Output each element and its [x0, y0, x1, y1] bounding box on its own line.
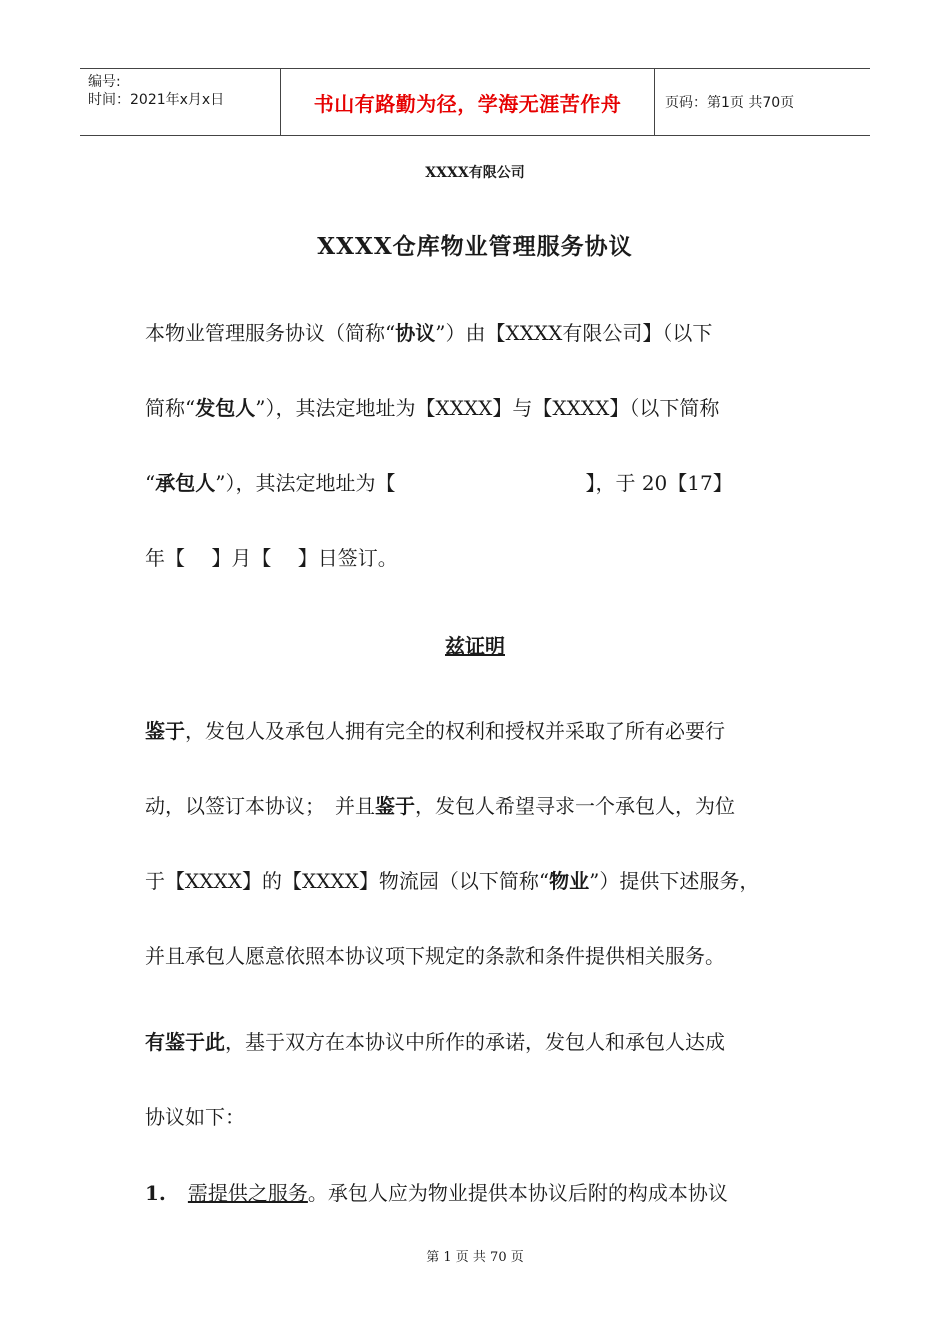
header-table [80, 68, 870, 136]
header-slogan: 书山有路勤为径，学海无涯苦作舟 [281, 69, 655, 135]
header-page-code: 页码：第1页 共70页 [665, 95, 795, 111]
intro-line-4: 年【 】月【 】日签订。 [145, 546, 398, 570]
header-meta-cell [80, 69, 281, 135]
clause-1-number: 1. [145, 1181, 166, 1205]
document-title: XXXX仓库物业管理服务协议 [317, 233, 633, 260]
clause-1-line: 1. 需提供之服务。承包人应为物业提供本协议后附的构成本协议 [145, 1181, 728, 1205]
intro-line-1: 本物业管理服务协议（简称“协议”）由【XXXX有限公司】（以下 [145, 321, 713, 345]
recital-line-4: 并且承包人愿意依照本协议项下规定的条款和条件提供相关服务。 [145, 944, 725, 968]
document-time-label: 时间：2021年x月x日 [88, 92, 225, 108]
recital-line-1: 鉴于，发包人及承包人拥有完全的权利和授权并采取了所有必要行 [145, 719, 725, 743]
agreement-line-1: 有鉴于此，基于双方在本协议中所作的承诺，发包人和承包人达成 [145, 1030, 725, 1054]
clause-1 [145, 1156, 825, 1231]
witness-heading: 兹证明 [445, 634, 505, 658]
agreement-line-2: 协议如下： [145, 1105, 245, 1129]
recital-line-3: 于【XXXX】的【XXXX】物流园（以下简称“物业”）提供下述服务， [145, 869, 760, 893]
company-name: XXXX有限公司 [425, 165, 525, 181]
page-footer: 第 1 页 共 70 页 [426, 1250, 524, 1265]
intro-line-3: “承包人”），其法定地址为【 】，于 20【17】 [145, 471, 733, 495]
recital-line-2: 动，以签订本协议； 并且鉴于，发包人希望寻求一个承包人，为位 [145, 794, 735, 818]
intro-paragraph [145, 296, 825, 596]
intro-line-2: 简称“发包人”），其法定地址为【XXXX】与【XXXX】（以下简称 [145, 396, 720, 420]
document-number-label: 编号: [88, 74, 121, 90]
recital-paragraph [145, 694, 825, 994]
clause-1-heading: 需提供之服务 [187, 1181, 308, 1205]
agreement-paragraph [145, 1005, 825, 1155]
